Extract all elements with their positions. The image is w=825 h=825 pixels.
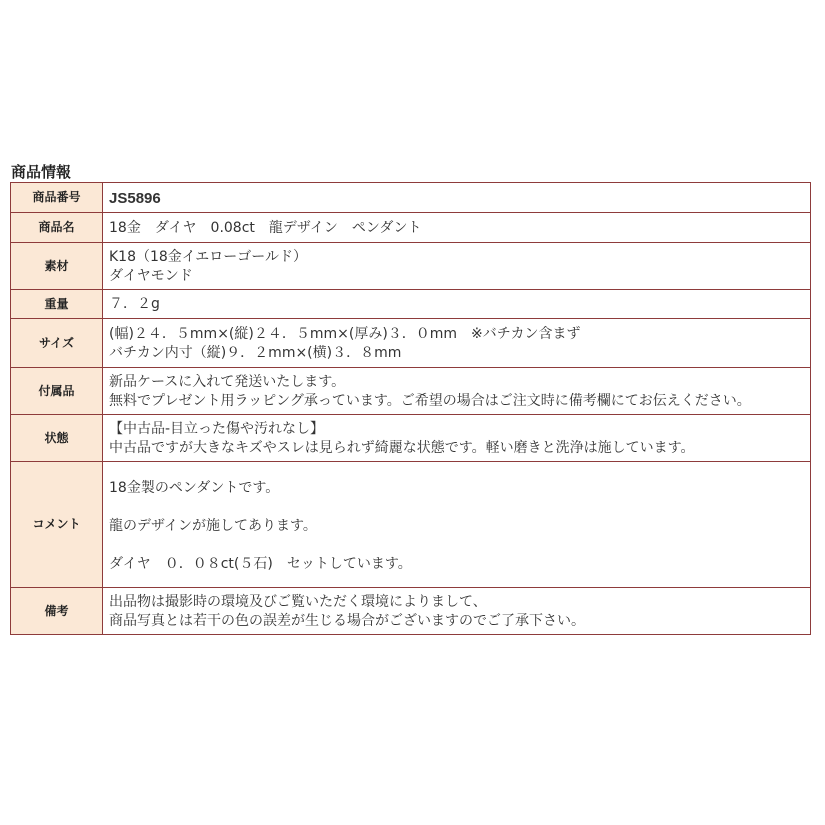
section-title: 商品情報	[11, 163, 72, 181]
material-line-2: ダイヤモンド	[109, 267, 193, 284]
accessories-line-1: 新品ケースに入れて発送いたします。	[109, 373, 346, 390]
label-product-name: 商品名	[11, 213, 103, 243]
value-comment	[103, 462, 811, 588]
value-condition	[103, 415, 811, 462]
product-number-text: JS5896	[109, 189, 161, 207]
accessories-line-2: 無料でプレゼント用ラッピング承っています。ご希望の場合はご注文時に備考欄にてお伝えください。	[109, 392, 751, 409]
row-comment	[11, 462, 811, 588]
row-product-name	[11, 213, 811, 243]
product-name-text: 18金 ダイヤ 0.08ct 龍デザイン ペンダント	[109, 219, 422, 236]
product-info-table	[10, 182, 811, 635]
label-weight: 重量	[11, 290, 103, 319]
value-material	[103, 243, 811, 290]
material-line-1: K18（18金イエローゴールド）	[109, 248, 307, 265]
label-notes: 備考	[11, 588, 103, 635]
row-material	[11, 243, 811, 290]
size-line-1: (幅)２４．５mm×(縦)２４．５mm×(厚み)３．０mm ※バチカン含まず	[109, 325, 581, 342]
value-notes	[103, 588, 811, 635]
row-accessories	[11, 368, 811, 415]
label-condition: 状態	[11, 415, 103, 462]
label-product-number: 商品番号	[11, 183, 103, 213]
label-accessories: 付属品	[11, 368, 103, 415]
comment-line-1: 18金製のペンダントです。	[109, 480, 280, 496]
row-weight	[11, 290, 811, 319]
size-line-2: バチカン内寸（縦)９．２mm×(横)３．８mm	[109, 344, 402, 361]
value-size	[103, 319, 811, 368]
row-notes	[11, 588, 811, 635]
label-size: サイズ	[11, 319, 103, 368]
comment-line-2: 龍のデザインが施してあります。	[109, 518, 317, 534]
condition-line-2: 中古品ですが大きなキズやスレは見られず綺麗な状態です。軽い磨きと洗浄は施しています。	[109, 439, 695, 456]
condition-line-1: 【中古品-目立った傷や汚れなし】	[109, 420, 325, 437]
comment-spacer-2	[109, 536, 805, 555]
comment-line-3: ダイヤ ０．０８ct(５石) セットしています。	[109, 556, 412, 572]
label-material: 素材	[11, 243, 103, 290]
value-accessories	[103, 368, 811, 415]
value-weight	[103, 290, 811, 319]
row-product-number	[11, 183, 811, 213]
weight-text: ７．２g	[109, 296, 160, 312]
value-product-number	[103, 183, 811, 213]
value-product-name	[103, 213, 811, 243]
label-comment: コメント	[11, 462, 103, 588]
notes-line-2: 商品写真とは若干の色の誤差が生じる場合がございますのでご了承下さい。	[109, 612, 585, 629]
row-condition	[11, 415, 811, 462]
row-size	[11, 319, 811, 368]
notes-line-1: 出品物は撮影時の環境及びご覧いただく環境によりまして、	[109, 593, 487, 610]
comment-spacer-1	[109, 498, 805, 517]
